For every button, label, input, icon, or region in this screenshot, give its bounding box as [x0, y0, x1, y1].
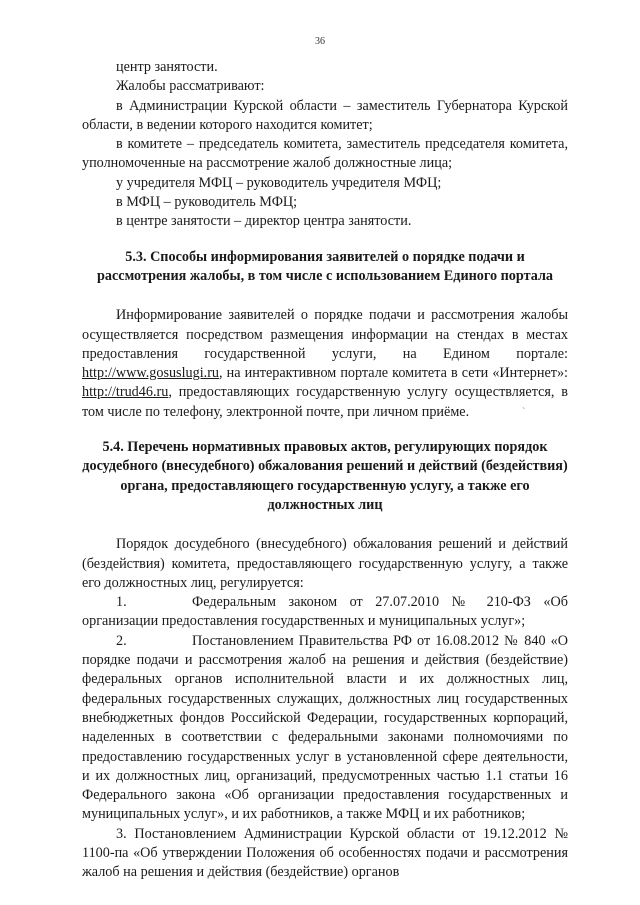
- text-line: центр занятости.: [116, 59, 218, 75]
- paragraph-text: Информирование заявителей о порядке подачи и рассмотрения жалобы осуществляется посредством размещения информации на стендах в местах предоставления государственной услуги, на Едином портале:: [82, 307, 568, 362]
- text-line: в центре занятости – директор центра занятости.: [116, 213, 412, 230]
- paragraph-intro: Порядок досудебного (внесудебного) обжалования решений и действий (бездействия) комитета, предоставляющего государственную услугу, а также его должностных лиц, регулируется:: [82, 536, 568, 591]
- paragraph: в Администрации Курской области – заместитель Губернатора Курской области, в ведении которого находится комитет;: [82, 97, 568, 133]
- paragraph: в комитете – председатель комитета, заместитель председателя комитета, уполномоченные на рассмотрение жалоб должностные лица;: [82, 136, 568, 172]
- section-heading-5-4: 5.4. Перечень нормативных правовых актов, регулирующих порядок досудебного (внесудебного) обжалования решений и действий (бездействия) органа, предоставляющего государственную услугу, а также его должностных лиц: [82, 439, 568, 513]
- paragraph-text: , на интерактивном портале комитета в сети «Интернет»:: [219, 365, 568, 382]
- list-item-2: [82, 632, 568, 825]
- list-number: 2.: [116, 632, 127, 649]
- spacer: [82, 286, 568, 306]
- trud46-link[interactable]: http://trud46.ru: [82, 384, 169, 401]
- list-item-3: 3. Постановлением Администрации Курской области от 19.12.2012 № 1100-па «Об утверждении Положения об особенностях подачи и рассмотрения жалоб на решения и действия (бездействие) органов: [82, 825, 568, 881]
- spacer: [82, 422, 568, 438]
- text-line: Жалобы рассматривают:: [116, 78, 265, 95]
- gosuslugi-link[interactable]: http://www.gosuslugi.ru: [82, 365, 220, 382]
- paragraph-informing: [82, 306, 568, 422]
- scan-mark: `: [522, 407, 526, 418]
- section-heading-5-3: 5.3. Способы информирования заявителей о порядке подачи и рассмотрения жалобы, в том числе с использованием Единого портала: [96, 248, 553, 284]
- text-line: в МФЦ – руководитель МФЦ;: [116, 194, 298, 211]
- list-item-1: [82, 593, 568, 632]
- list-item-text: Федеральным законом от 27.07.2010 № 210-ФЗ «Об организации предоставления государственных и муниципальных услуг»;: [82, 594, 568, 630]
- page-number: 36: [315, 36, 325, 47]
- spacer: [82, 515, 568, 535]
- page-body: [82, 58, 568, 883]
- paragraph-text: , предоставляющих государственную услугу осуществляется, в том числе по телефону, электронной почте, при личном приёме.: [82, 384, 568, 420]
- list-item-text: Постановлением Правительства РФ от 16.08.2012 № 840 «О порядке подачи и рассмотрения жалоб на решения и действия (бездействие) федеральных органов исполнительной власти и их должностных лиц, федеральных государственных служащих, должностных лиц государственных внебюджетных фондов Российской Федерации, государственных корпораций, наделенных в соответствии с федеральными законами полномочиями по предоставлению государственных услуг в установленной сфере деятельности, и их должностных лиц, организаций, предусмотренных частью 1.1 статьи 16 Федерального закона «Об организации предоставления государственных и муниципальных услуг», и их работников, а также МФЦ и их работников;: [82, 632, 568, 823]
- text-line: у учредителя МФЦ – руководитель учредителя МФЦ;: [116, 174, 442, 191]
- list-number: 1.: [116, 594, 127, 611]
- spacer: [82, 232, 568, 248]
